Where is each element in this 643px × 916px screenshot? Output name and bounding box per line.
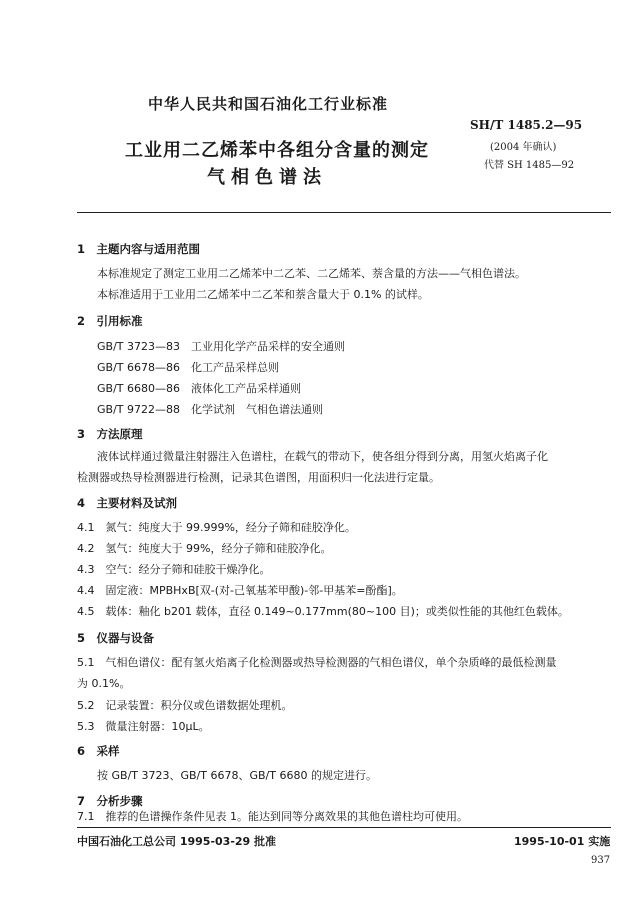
replaces-note: 代替 SH 1485—92 (484, 160, 575, 171)
reference-item: GB/T 9722—88 化学试剂 气相色谱法通则 (97, 403, 323, 416)
procedure-item: 7.1 推荐的色谱操作条件见表 1。能达到同等分离效果的其他色谱柱均可使用。 (77, 810, 468, 823)
section-1-heading: 1 主题内容与适用范围 (77, 242, 201, 256)
section-3-paragraph: 检测器或热导检测器进行检测，记录其色谱图，用面积归一化法进行定量。 (77, 471, 440, 484)
section-5-heading: 5 仪器与设备 (77, 631, 155, 645)
material-item: 4.4 固定液：MPBHxB[双-(对-己氧基苯甲酸)-邻-甲基苯=酚酯]。 (77, 584, 403, 597)
equipment-item: 5.1 气相色谱仪：配有氢火焰离子化检测器或热导检测器的气相色谱仪，单个杂质峰的最低检测量 (77, 656, 557, 669)
equipment-item: 为 0.1%。 (77, 677, 131, 690)
standard-code: SH/T 1485.2—95 (470, 118, 583, 132)
page-number: 937 (591, 855, 611, 866)
footer-divider (77, 827, 611, 828)
material-item: 4.2 氢气：纯度大于 99%，经分子筛和硅胶净化。 (77, 542, 332, 555)
section-7-heading: 7 分析步骤 (77, 794, 143, 808)
material-item: 4.1 氮气：纯度大于 99.999%，经分子筛和硅胶净化。 (77, 521, 356, 534)
section-3-heading: 3 方法原理 (77, 427, 143, 441)
equipment-item: 5.2 记录装置：积分仪或色谱数据处理机。 (77, 699, 293, 712)
reference-item: GB/T 6678—86 化工产品采样总则 (97, 361, 279, 374)
section-3-paragraph: 液体试样通过微量注射器注入色谱柱，在载气的带动下，使各组分得到分离，用氢火焰离子化 (97, 450, 548, 463)
header-divider (77, 212, 611, 213)
document-subtitle: 气相色谱法 (207, 167, 327, 188)
material-item: 4.3 空气：经分子筛和硅胶干燥净化。 (77, 563, 271, 576)
section-2-heading: 2 引用标准 (77, 314, 143, 328)
reference-item: GB/T 3723—83 工业用化学产品采样的安全通则 (97, 340, 345, 353)
section-6-paragraph: 按 GB/T 3723、GB/T 6678、GB/T 6680 的规定进行。 (97, 769, 377, 782)
section-1-paragraph: 本标准适用于工业用二乙烯苯中二乙苯和萘含量大于 0.1% 的试样。 (97, 288, 429, 301)
section-4-heading: 4 主要材料及试剂 (77, 496, 178, 510)
standard-category: 中华人民共和国石油化工行业标准 (148, 95, 389, 113)
section-6-heading: 6 采样 (77, 744, 120, 758)
document-title: 工业用二乙烯苯中各组分含量的测定 (125, 140, 429, 161)
section-1-paragraph: 本标准规定了测定工业用二乙烯苯中二乙苯、二乙烯苯、萘含量的方法——气相色谱法。 (97, 267, 526, 280)
reference-item: GB/T 6680—86 液体化工产品采样通则 (97, 382, 301, 395)
equipment-item: 5.3 微量注射器：10μL。 (77, 720, 210, 733)
implementation-date: 1995-10-01 实施 (514, 835, 611, 848)
material-item: 4.5 载体：釉化 b201 载体，直径 0.149~0.177mm(80~100 目)；或类似性能的其他红色载体。 (77, 605, 569, 618)
approval-info: 中国石油化工总公司 1995-03-29 批准 (77, 835, 277, 848)
confirmation-note: (2004 年确认) (490, 142, 557, 153)
